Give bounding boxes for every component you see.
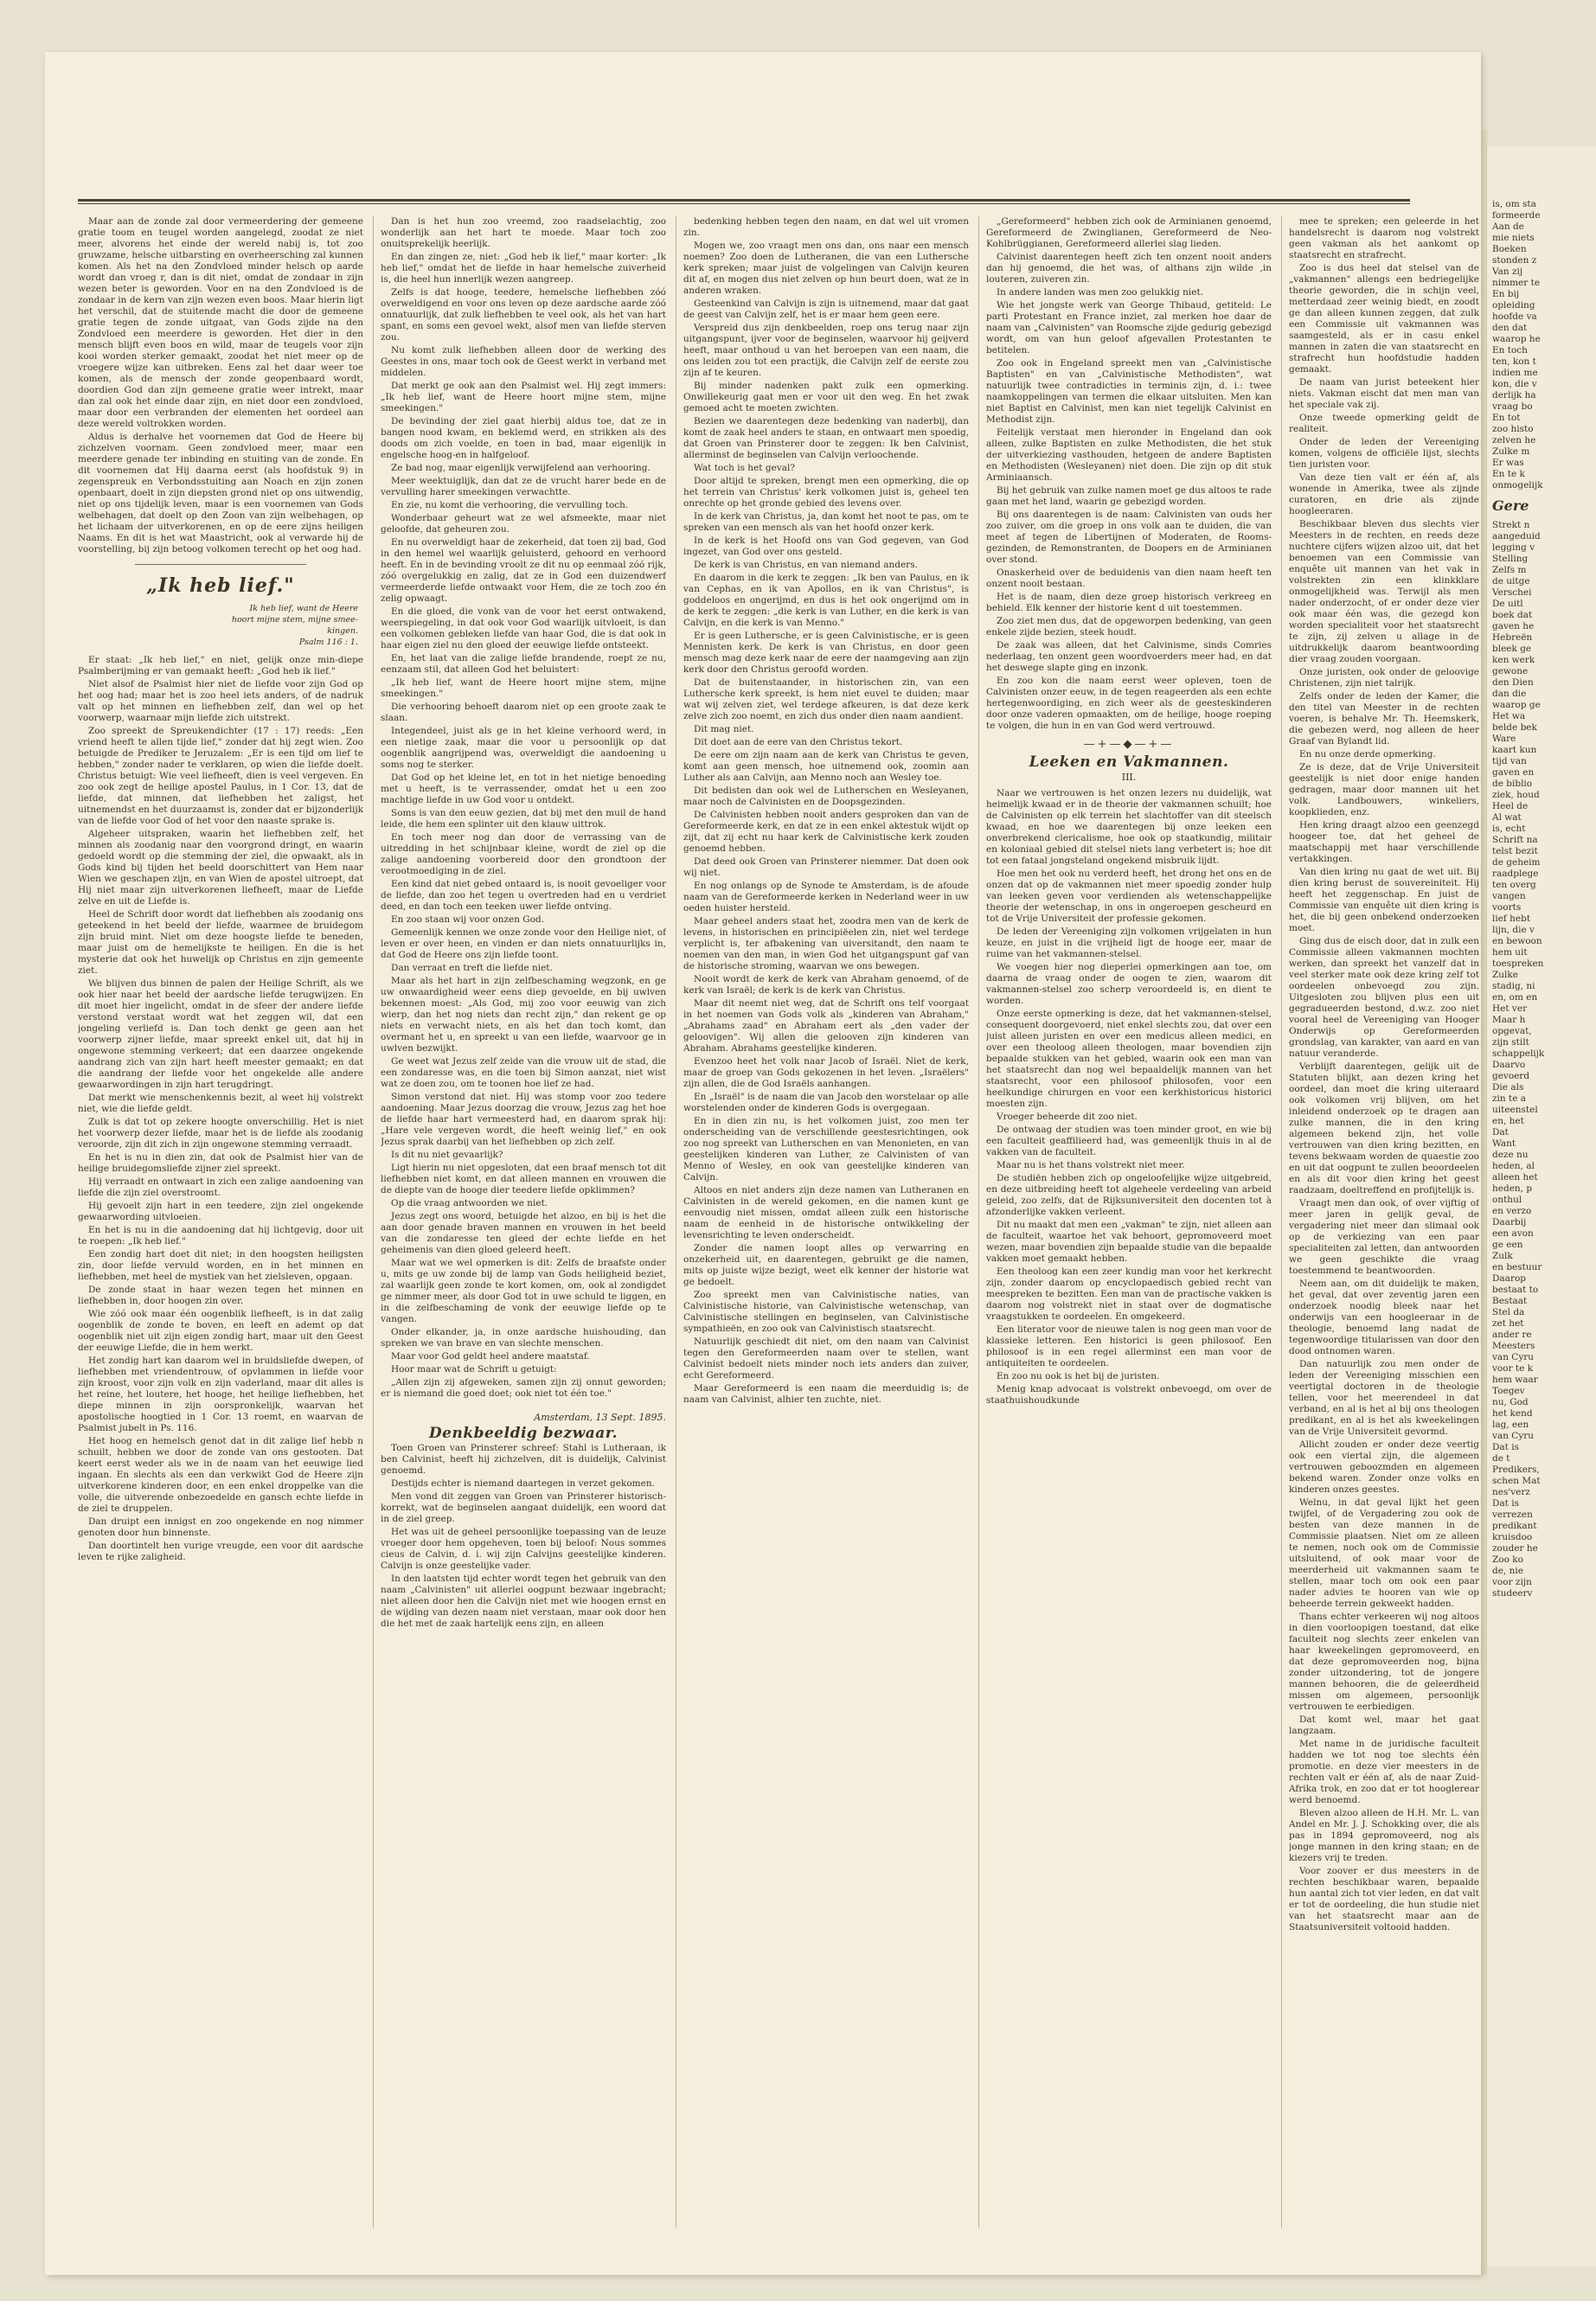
article-paragraph: Neem aan, om dit duidelijk te maken, het geval, dat over zeventig jaren een onderzoek noodig bleek naar het onderwijs van een hoogleeraar in de theologie, benoemd lang nadat de tegenwoordige titularissen van door den dood ontnomen waren. xyxy=(1289,1279,1479,1356)
adjacent-page-line: zijn stilt xyxy=(1492,1037,1529,1048)
adjacent-page-line: onmogelijk xyxy=(1492,480,1543,490)
adjacent-page-line: zin te a xyxy=(1492,1093,1527,1104)
article-paragraph: De ontwaag der studien was toen minder groot, en wie bij een faculteit geaffilieerd had, was gemeenlijk thuis in al de vakken van de faculteit. xyxy=(986,1125,1272,1157)
adjacent-page-line: studeerv xyxy=(1492,1588,1533,1599)
article-paragraph: Maar als het hart in zijn zelfbeschaming wegzonk, en ge uw onwaardigheid weer eens diep gevoelde, en bij uwlven bekennen moest: „Als God, mij zoo voor eeuwig van zich wierp, dan het nog niets dan recht zijn," dan rekent ge op niets en verwacht niets, en als het dan toch komt, dan overmant het u, en spreekt u van een liefde, waarvoor ge in uwlven bezwijkt. xyxy=(381,976,666,1054)
article-paragraph: Een zondig hart doet dit niet; in den hoogsten heiligsten zin, door liefde vervuld worden, en in het minnen en liefhebben, met heel de mystiek van het zielsleven, opgaan. xyxy=(78,1249,363,1282)
adjacent-page-line: voor zijn xyxy=(1492,1577,1532,1587)
article-paragraph: Menig knap advocaat is volstrekt onbevoegd, om over de staathuishoudkunde xyxy=(986,1384,1272,1406)
adjacent-page-line: zelven he xyxy=(1492,435,1536,445)
adjacent-page-line: nu, God xyxy=(1492,1397,1529,1407)
article-paragraph: „Gereformeerd" hebben zich ook de Arminianen genoemd, Gereformeerd de Zwinglianen, Gereformeerd de Neo-Kohlbrüggianen, Gereformeerd allerlei slag lieden. xyxy=(986,216,1272,249)
article-paragraph: Wat toch is het geval? xyxy=(694,463,795,473)
article-paragraph: Hij verraadt en ontwaart in zich een zalige aandoening van liefde die zijn ziel overstroomt. xyxy=(78,1176,363,1198)
article-paragraph: De naam van jurist beteekent hier niets. Vakman eischt dat men man van het speciale vak zij. xyxy=(1289,377,1479,410)
adjacent-page-line: Daarvo xyxy=(1492,1060,1526,1070)
article-paragraph: Dat merkt ge ook aan den Psalmist wel. Hij zegt immers: „Ik heb lief, want de Heere hoort mijne stem, mijne smeekingen." xyxy=(381,381,666,413)
article-paragraph: Hen kring draagt alzoo een geenzegd hoogeer toe, dat het geheel de maatschappij met haar verschillende vertakkingen. xyxy=(1289,820,1479,864)
article-paragraph: Het hoog en hemelsch genot dat in dit zalige lief hebb n schuilt, hebben we door de zonde van ons gestooten. Dat keert eerst weder als we in de naam van het eeuwige lied ingaan. En slechts als een dan verkwikt God de Heere zijn uitverkorene kinderen door, en een enkel droppelke van die volle, die uitverende onbezoedelde en gansch echte liefde in de ziel te druppelen. xyxy=(78,1436,363,1514)
article-paragraph: Onze juristen, ook onder de geloovige Christenen, zijn niet talrijk. xyxy=(1289,667,1479,689)
adjacent-page-line: lief hebt xyxy=(1492,913,1531,924)
article-paragraph: Soms is van den eeuw gezien, dat bij met den muil de hand leide, die hem een splinter uit den klauw uittrok. xyxy=(381,808,666,830)
article-paragraph: Maar geheel anders staat het, zoodra men van de kerk de levens, in historischen en principiëelen zin, niet wel terdege verplicht is, ter afbakening van uiversitandt, den naam te noemen van den man, in wien God het uitgangspunt gaf van de historische stroming, waarvan we ons bewegen. xyxy=(683,916,969,971)
article-paragraph: Vraagt men dan ook, of over vijftig of meer jaren in gelijk geval, de vergadering niet meer dan slimaal ook op de verkiezing van een paar specialiteiten zal letten, dan antwoorden we geen geschikte die vraag toestemmend te beantwoorden. xyxy=(1289,1198,1479,1276)
adjacent-page-line: stonden z xyxy=(1492,255,1537,266)
article-paragraph: Nu komt zulk liefhebben alleen door de werking des Geestes in ons, maar toch ook de Geest werkt in verband met middelen. xyxy=(381,345,666,378)
motto-line: Ik heb lief, want de Heere xyxy=(249,604,358,613)
adjacent-page-line: Stelling xyxy=(1492,554,1529,564)
adjacent-page-line: Daarbij xyxy=(1492,1217,1527,1227)
adjacent-page-line: de geheim xyxy=(1492,857,1541,868)
article-paragraph: Bij het gebruik van zulke namen moet ge dus altoos te rade gaan met het land, waarin ge gebezigd worden. xyxy=(986,485,1272,507)
adjacent-page-line: Boeken xyxy=(1492,244,1527,254)
article-paragraph: Dat deed ook Groen van Prinsterer niemmer. Dat doen ook wij niet. xyxy=(683,856,969,878)
article-paragraph: Mogen we, zoo vraagt men ons dan, ons naar een mensch noemen? Zoo doen de Lutheranen, die van een Luthersche kerk spreken; maar juist de volgelingen van Calvijn keuren dit af, en mogen dus niet zelven op hun beurt doen, wat ze in anderen wraken. xyxy=(683,240,969,296)
article-paragraph: Maar dit neemt niet weg, dat de Schrift ons telf voorgaat in het noemen van Gods volk als „kinderen van Abraham," „Abrahams zaad" en Abraham eert als „den vader der geloovigen". Wij allen die gelooven zijn kinderen van Abraham. Abrahams geestelijke kinderen. xyxy=(683,998,969,1054)
adjacent-page-line: deze nu xyxy=(1492,1150,1529,1160)
adjacent-page-line: Toegev xyxy=(1492,1386,1525,1396)
adjacent-page-line: gaven en xyxy=(1492,767,1535,778)
adjacent-page-line: uiteenstel xyxy=(1492,1105,1538,1115)
adjacent-page-line: en bestuur xyxy=(1492,1262,1542,1272)
adjacent-page-text xyxy=(1492,199,1587,1599)
adjacent-page-line: onthul xyxy=(1492,1195,1522,1205)
article-paragraph: Hoor maar wat de Schrift u getuigt: xyxy=(391,1364,557,1375)
article-paragraph: Wonderbaar geheurt wat ze wel afsmeekte, maar niet geloofde, dat geheuren zou. xyxy=(381,513,666,535)
article-paragraph: Dit doet aan de eere van den Christus tekort. xyxy=(694,737,903,747)
adjacent-page-line: alleen het xyxy=(1492,1172,1538,1183)
adjacent-page-line: vraag bo xyxy=(1492,401,1533,412)
article-paragraph: Een theoloog kan een zeer kundig man voor het kerkrecht zijn, zonder daarom op encyclopaedisch gebied recht van meespreken te bezitten. Een man van de practische vakken is daarom nog volstrekt niet in staat over de dogmatische vraagstukken te oordeelen. En omgekeerd. xyxy=(986,1266,1272,1322)
article-paragraph: Een literator voor de nieuwe talen is nog geen man voor de klassieke letteren. Een historici is geen philosoof. Een philosoof is in een regel allerminst een man voor de antiquiteiten te oordeelen. xyxy=(986,1324,1272,1368)
adjacent-page-line: voorts xyxy=(1492,902,1522,913)
article-paragraph: Bij ons daarentegen is de naam: Calvinisten van ouds her zoo zuiver, om die groep in ons volk aan te duiden, die van meet af tegen de Libertijnen of Moderaten, de Rooms-gezinden, de Remonstranten, de Doopers en de Arminianen over stond. xyxy=(986,510,1272,565)
article-title: Denkbeeldig bezwaar. xyxy=(428,1425,619,1442)
adjacent-page-line: Hebreën xyxy=(1492,632,1533,643)
adjacent-page-fragment xyxy=(1486,147,1596,2266)
article-paragraph: Dat komt wel, maar het gaat langzaam. xyxy=(1289,1715,1479,1736)
adjacent-page-line: Stel da xyxy=(1492,1307,1525,1317)
article-paragraph: Niet alsof de Psalmist hier niet de liefde voor zijn God op het oog had; maar het is zoo heel iets anders, of de nadruk valt op het minnen en liefhebben zelf, dan wel op het voorwerp, waarnaar mijn liefde zich uitstrekt. xyxy=(78,679,363,723)
article-paragraph: Natuurlijk geschiedt dit niet, om den naam van Calvinist tegen den Gereformeerden naam over te stellen, want Calvinist bedoelt niets minder noch iets anders dan zuiver, echt Gereformeerd. xyxy=(683,1336,969,1381)
adjacent-page-line: Zoo ko xyxy=(1492,1554,1523,1565)
article-paragraph: Ze bad nog, maar eigenlijk verwijfelend aan verhooring. xyxy=(391,463,651,473)
adjacent-page-line: hem uit xyxy=(1492,947,1528,958)
article-paragraph: Dat God op het kleine let, en tot in het nietige benoeding met u heeft, is te verrassender, omdat het u een zoo machtige liefde in uw God voor u ontdekt. xyxy=(381,772,666,805)
column-separator xyxy=(1281,216,1282,2227)
adjacent-page-line: hem waar xyxy=(1492,1375,1538,1385)
adjacent-page-line: gewone xyxy=(1492,666,1529,676)
adjacent-page-line: En te k xyxy=(1492,469,1525,479)
article-paragraph: Zoo is dus heel dat stelsel van de „vakmannen" allengs een bedriegelijke theorie geworden, die in schijn veel, metterdaad zeer weinig biedt, en zoodt ge dan alleen kunnen zeggen, dat zulk een Commissie uit vakmannen was saamgesteld, als er in casu enkel mannen in zaten die van staatsrecht en strafrecht hun hoofdstudie hadden gemaakt. xyxy=(1289,263,1479,375)
article-paragraph: Van dien kring nu gaat de wet uit. Bij dien kring berust de souvereiniteit. Hij heeft het zeggenschap. En juist de Commissie van enquête uit dien kring is het, die bij geen onbekend onderzoeken moet. xyxy=(1289,867,1479,933)
article-paragraph: En zie, nu komt die verhooring, die vervulling toch. xyxy=(391,500,629,510)
article-paragraph: Algeheer uitspraken, waarin het liefhebben zelf, het minnen als zoodanig naar den voorgrond dringt, en waarin gedoeld wordt op die stemming der ziel, die opwaakt, als in Gods kind bij tijden het beeld doorschittert van Hem naar Wien we geschapen zijn, en van Wien de apostel uitroept, dat Hij niet maar zijn uitverkorenen liefheeft, maar de Liefde zelve en uit de Liefde is. xyxy=(78,829,363,907)
article-paragraph: Onder elkander, ja, in onze aardsche huishouding, dan spreken we van brave en van slechte menschen. xyxy=(381,1327,666,1349)
article-paragraph: „Allen zijn zij afgeweken, samen zijn zij onnut geworden; er is niemand die goed doet; ook niet tot één toe." xyxy=(381,1377,666,1399)
article-paragraph: „Ik heb lief, want de Heere hoort mijne stem, mijne smeekingen." xyxy=(381,677,666,699)
adjacent-page-line: den Dien xyxy=(1492,677,1534,688)
column-separator xyxy=(373,216,374,2227)
article-paragraph: En zoo kon die naam eerst weer opleven, toen de Calvinisten onzer eeuw, in de tegen reageerden als een echte hertegenwoordiging, en zich weer als de geesteskinderen door onze vaderen opmaakten, om de heilige, hooge roeping te volgen, die hun in en van God werd vertrouwd. xyxy=(986,676,1272,731)
adjacent-page-line: Dat xyxy=(1492,1127,1509,1138)
article-paragraph: Bleven alzoo alleen de H.H. Mr. L. van Andel en Mr. J. J. Schokking over, die als pas in 1894 gepromoveerd, nog als jonge mannen in den kring staan; en de kiezers vrij te treden. xyxy=(1289,1808,1479,1863)
article-paragraph: Zelfs onder de leden der Kamer, die den titel van Meester in de rechten voeren, is behalve Mr. Th. Heemskerk, die gebezen werd, nog alleen de heer Graaf van Bylandt lid. xyxy=(1289,691,1479,747)
adjacent-page-line: Strekt n xyxy=(1492,520,1530,530)
article-paragraph: En toch meer nog dan door de verrassing van de uitredding in het schijnbaar kleine, wordt de ziel op die zalige aandoening voorbereid door den grondtoon der verootmoediging in de ziel. xyxy=(381,832,666,876)
adjacent-page-line: schappelijk xyxy=(1492,1048,1545,1059)
article-paragraph: De zaak was alleen, dat het Calvinisme, sinds Comries nederlaag, ten onzent geen woordvoerders meer had, en dat het deswege slapte ging en inzonk. xyxy=(986,640,1272,673)
adjacent-page-line: bestaat to xyxy=(1492,1285,1539,1295)
article-paragraph: En in dien zin nu, is het volkomen juist, zoo men ter onderscheiding van de verschillende geestesrichtingen, ook zoo nog spreekt van Lutherschen en van Menonieten, en van geestelijken kinderen van Luther, ze Calvinisten of van Menno of Wesley, en ook van geestelijke kinderen van Calvijn. xyxy=(683,1116,969,1183)
article-paragraph: bedenking hebben tegen den naam, en dat wel uit vromen zin. xyxy=(683,216,969,238)
adjacent-page-line: Want xyxy=(1492,1138,1516,1149)
article-paragraph: In andere landen was men zoo gelukkig niet. xyxy=(997,287,1204,298)
adjacent-page-line: raadplege xyxy=(1492,868,1539,879)
article-paragraph: En nu onze derde opmerking. xyxy=(1299,749,1436,760)
article-paragraph: Vroeger beheerde dit zoo niet. xyxy=(997,1112,1138,1122)
article-paragraph: Dit bedisten dan ook wel de Lutherschen en Wesleyanen, maar noch de Calvinisten en de Doopsgezinden. xyxy=(683,785,969,807)
adjacent-page-line: stadig, ni xyxy=(1492,981,1535,991)
article-paragraph: Evenzoo heet het volk naar Jacob of Israël. Niet de kerk, maar de groep van Gods gekozenen in het leven. „Israëlers" zijn allen, die de God Israëls aanhangen. xyxy=(683,1056,969,1089)
adjacent-page-line: Zulke xyxy=(1492,970,1518,980)
article-paragraph: Maar wat we wel opmerken is dit: Zelfs de braafste onder u, mits ge uw zonde bij de lamp van Gods heiligheid beziet, zal waarlijk geen zonde te kort komen, om, ook al zondigdet ge nimmer meer, als door God tot in uwe schuld te liggen, en in die zelfbeschaming de vonk der eeuwige liefde op te vangen. xyxy=(381,1258,666,1324)
article-paragraph: En daarom in die kerk te zeggen: „Ik ben van Paulus, en ik van Cephas, en ik van Apollos, en ik van Christus", is goddeloos en ongerijmd, en dus is het ook ongerijmd om in de kerk te zeggen: „die kerk is van Luther, en die kerk is van Calvijn, en die kerk is van Menno." xyxy=(683,573,969,628)
article-paragraph: Toen Groen van Prinsterer schreef: Stahl is Lutheraan, ik ben Calvinist, heeft hij zichzelven, dit is duidelijk, Calvinist genoemd. xyxy=(381,1443,666,1476)
article-paragraph: Maar aan de zonde zal door vermeerdering der gemeene gratie toom en teugel worden aangelegd, zoodat ze niet meer, alvorens het einde der wereld nabij is, tot zoo gruwzame, helsche uitbarsting en overheersching zal kunnen komen. Als het na den Zondvloed minder helsch op aarde wordt dan vroeg r, dan is dit niet, omdat de zondaar in zijn wezen beter is geworden. Voor en na den Zondvloed is de zondaar in de kern van zijn wezen even boos. Maar hierin ligt het verschil, dat de stuitende macht die door de gemeene gratie tegen de zonde uitgaat, van Gods zijde na den Zondvloed een meerdere is geworden. Het dier in den mensch blijft even boos en wild, maar de teugels voor zijn kooi worden sterker gemaakt, zoodat het niet meer op de vroegere wijze kan uitbreken. Eens zal het daar weer toe komen, als de mensch der zonde geopenbaard wordt, doordien God dan zijn gemeene gratie weer intrekt, maar dan zal ook het einde daar zijn, en niet door een zondvloed, maar door een verbranden der elementen het oordeel aan deze wereld voltrokken worden. xyxy=(78,216,363,429)
adjacent-page-line: de, nie xyxy=(1492,1566,1523,1576)
adjacent-page-line: Aan de xyxy=(1492,221,1524,232)
article-paragraph: Onze tweede opmerking geldt de realiteit. xyxy=(1289,413,1479,434)
article-paragraph: Gesteenkind van Calvijn is zijn is uitnemend, maar dat gaat de geest van Calvijn zelf, het is er maar hem geen eere. xyxy=(683,298,969,320)
article-paragraph: Beschikbaar bleven dus slechts vier Meesters in de rechten, en reeds deze nuchtere cijfers wijzen alzoo uit, dat het benoemen van een Commissie van enquête uit mannen van het vak in volstrekten zin een klinkklare onmogelijkheid was. Terwijl als men nader onderzocht, of er onder deze vier ook maar één was, die gezegd kon worden specialiteit voor het staatsrecht te zijn, zij zelven u allage in de uitdrukkelijk daarom beantwoording dier vraag zouden voorgaan. xyxy=(1289,519,1479,664)
article-paragraph: Zoo ziet men dus, dat de opgeworpen bedenking, van geen enkele zijde bezien, steek houdt. xyxy=(986,616,1272,638)
adjacent-page-line: Het wa xyxy=(1492,711,1526,721)
article-paragraph: mee te spreken; een geleerde in het handelsrecht is daarom nog volstrekt geen vakman als het aankomt op staatsrecht en strafrecht. xyxy=(1289,216,1479,260)
article-paragraph: De kerk is van Christus, en van niemand anders. xyxy=(694,560,918,570)
article-paragraph: Onze eerste opmerking is deze, dat het vakmannen-stelsel, consequent doorgevoerd, niet enkel slechts zou, dat over een juist alleen juristen en over een medicus alleen medici, en over een theoloog alleen theologen, maar bovendien zijn bepaalde stukken van het gebied, waarin ook een man van het staatsrecht dan nog wel bepaaldelijk mannen van het staatsrecht, voor een philosoof philosofen, voor een heelkundige chirurgen en voor een kerkhistoricus historici moesten zijn. xyxy=(986,1009,1272,1109)
adjacent-page-line: het kend xyxy=(1492,1408,1533,1419)
adjacent-page-line: opgevat, xyxy=(1492,1026,1532,1036)
article-paragraph: Wie zóó ook maar één oogenblik liefheeft, is in dat zalig oogenblik de zonde te boven, en leeft en ademt op dat oogenblik niet uit zijn eigen zondig hart, maar uit den Geest der eeuwige Liefde, die in hem werkt. xyxy=(78,1309,363,1353)
article-paragraph: Zoo spreekt de Spreukendichter (17 : 17) reeds: „Een vriend heeft te allen tijde lief," zonder dat hij zegt wien. Zoo betuigde de Prediker te Jeruzalem: „Er is een tijd om lief te hebben," zonder nader te verklaren, op wien die liefde doelt. Christus betuigt: Wie veel liefheeft, dien is veel vergeven. En zoo ook zegt de heilige apostel Paulus, in 1 Cor. 13, dat de liefde, dat minnen, dat liefhebben het zaligst, het uitnemendst en het duurzaamst is, zonder dat er bijzonderlijk van de liefde voor God of het voor den naaste sprake is. xyxy=(78,726,363,826)
article-paragraph: Bezien we daarentegen deze bedenking van naderbij, dan komt de zaak heel anders te staan, en ontwaart men spoedig, dat Groen van Prinsterer door te zeggen: Ik ben Calvinist, allerminst de beginselen van Calvijn verloochende. xyxy=(683,416,969,460)
adjacent-page-line: heden, al xyxy=(1492,1161,1535,1171)
article-divider xyxy=(135,564,306,565)
adjacent-page-line: predikant xyxy=(1492,1521,1537,1531)
adjacent-page-line: Maar h xyxy=(1492,1015,1526,1025)
adjacent-page-line: zouder he xyxy=(1492,1543,1538,1554)
adjacent-page-line: Predikers, xyxy=(1492,1465,1540,1475)
adjacent-page-line: waarop ge xyxy=(1492,700,1541,710)
adjacent-page-line: Van zij xyxy=(1492,266,1523,277)
article-paragraph: Die verhooring behoeft daarom niet op een groote zaak te slaan. xyxy=(381,702,666,723)
column-2 xyxy=(381,216,666,2227)
article-paragraph: Zonder die namen loopt alles op verwarring en onzekerheid uit, en daarentegen, gebruikt ge die namen, mits op juiste wijze bezigt, weet elk kenner der historie wat ge bedoelt. xyxy=(683,1243,969,1287)
adjacent-page-line: En tot xyxy=(1492,413,1521,423)
adjacent-page-line: den dat xyxy=(1492,323,1528,333)
article-paragraph: We voegen hier nog dieperlei opmerkingen aan toe, om daarna de vraag onder de oogen te zien, waarom dit vakmannen-stelsel zoo scherp veroordeeld is, en dient te worden. xyxy=(986,962,1272,1006)
article-paragraph: Nooit wordt de kerk de kerk van Abraham genoemd, of de kerk van Israël; de kerk is de kerk van Christus. xyxy=(683,974,969,996)
article-paragraph: Zoo ook in Engeland spreekt men van „Calvinistische Baptisten" en van „Calvinistische Methodisten", wat natuurlijk twee contradicties in terminis zijn, d. i.: twee naamkoppelingen van termen die elkaar uitsluiten. Men kan niet Baptist en Calvinist, men kan niet tegelijk Calvinist en Methodist zijn. xyxy=(986,358,1272,425)
article-paragraph: Ging dus de eisch door, dat in zulk een Commissie alleen vakmannen mochten werken, dan spreekt het vanzelf dat in veel sterker mate ook deze kring zelf tot oordeelen onbevoegd zou zijn. Uitgesloten zou blijven plus een uit gegradueerden bestond, d.w.z. zoo niet vooral heel de Vereeniging van Hooger Onderwijs op Gereformeerden grondslag, van karakter, van aard en van natuur veranderde. xyxy=(1289,936,1479,1059)
adjacent-page-line: Zulk xyxy=(1492,1251,1513,1261)
scripture-motto xyxy=(78,603,358,648)
header-rule xyxy=(78,199,1410,202)
adjacent-page-line: Meesters xyxy=(1492,1341,1535,1351)
adjacent-page-line: van Cyru xyxy=(1492,1352,1535,1362)
adjacent-page-line: formeerde xyxy=(1492,210,1541,221)
article-paragraph: Onder de leden der Vereeniging komen, volgens de officiële lijst, slechts tien juristen voor. xyxy=(1289,437,1479,470)
article-paragraph: Is dit nu niet gevaarlijk? xyxy=(391,1150,503,1160)
adjacent-page-line: en bewoon xyxy=(1492,936,1542,946)
article-paragraph: Jezus zegt ons woord, betuigde het alzoo, en bij is het die aan door genade braven mannen en vrouwen in het beeld van die zondaresse ten gleed der echte liefde en het geheimenis van dien gloed geleerd heeft. xyxy=(381,1211,666,1255)
article-paragraph: Met name in de juridische faculteit hadden we tot nog toe slechts één promotie. en deze vier meesters in de rechten valt er één af, als de naar Zuid-Afrika trok, en zoo dat er tot hooglerear werd benoemd. xyxy=(1289,1739,1479,1805)
adjacent-page-line: vangen xyxy=(1492,891,1526,901)
adjacent-page-line: ken werk xyxy=(1492,655,1535,665)
adjacent-page-line: de biblio xyxy=(1492,779,1533,789)
article-paragraph: Thans echter verkeeren wij nog altoos in dien voorloopigen toestand, dat elke faculteit nog slechts zeer enkelen van haar kweekelingen gepromoveerd, en dat deze gepromoveerden nog, bijna zonder uitzondering, tot de jongere mannen behooren, die de geleerdheid missen om algemeen, persoonlijk vertrouwen te eerbiedigen. xyxy=(1289,1612,1479,1712)
article-paragraph: De leden der Vereeniging zijn volkomen vrijgelaten in hun keuze, en juist in die vrijheid ligt de hooge eer, maar de ruime van het vakmannen-stelsel. xyxy=(986,926,1272,959)
article-paragraph: De Calvinisten hebben nooit anders gesproken dan van de Gereformeerde kerk, en dat ze in een enkel aktestuk wijdt op zijt, dat zij echt nu haar kerk de Calvinistische kerk zouden genoemd hebben. xyxy=(683,810,969,854)
adjacent-page-line: heden, p xyxy=(1492,1183,1533,1194)
article-paragraph: Dan doortintelt hen vurige vreugde, een voor dit aardsche leven te rijke zaligheid. xyxy=(78,1541,363,1562)
adjacent-page-line: voor te k xyxy=(1492,1363,1534,1374)
adjacent-page-line: ten overg xyxy=(1492,880,1536,890)
article-paragraph: Integendeel, juist als ge in het kleine verhoord werd, in een nietige zaak, maar die voor u persoonlijk op dat oogenblik aangrijpend was, overweldigt die aandoening u soms nog te sterker. xyxy=(381,726,666,770)
column-1 xyxy=(78,216,363,2227)
column-separator xyxy=(978,216,979,2227)
article-paragraph: Allicht zouden er onder deze veertig ook een viertal zijn, die algemeen vertrouwen geboozmden en algemeen bekend waren. Zonder onze volks en kinderen onzes geestes. xyxy=(1289,1439,1479,1495)
adjacent-page-line: en, om en xyxy=(1492,992,1538,1003)
article-paragraph: Voor zoover er dus meesters in de rechten beschikbaar waren, bepaalde hun aantal zich tot vier leden, en dat valt er tot de oordeeling, die hun studie niet van het staatsrecht maar aan de Staatsuniversiteit voltooid hadden. xyxy=(1289,1866,1479,1932)
article-paragraph: Zulk is dat tot op zekere hoogte onverschillig. Het is niet het voorwerp dezer liefde, maar het is de liefde als zoodanig veroorde, zijn dit zich in zijn ongewone stemming verraadt. xyxy=(78,1117,363,1150)
article-paragraph: Welnu, in dat geval lijkt het geen twijfel, of de Vergadering zou ook de besten van deze mannen in de Commissie plaatsen. Niet om ze alleen te nemen, noch ook om de Commissie uitsluitend, of ook maar voor de meerderheid uit vakmannen saam te stellen, maar toch om ook een paar nader advies te hooren van wie op beheerde terrein gekweekt hadden. xyxy=(1289,1497,1479,1609)
article-paragraph: Dan is het hun zoo vreemd, zoo raadselachtig, zoo wonderlijk aan het hart te moede. Maar toch zoo onuitsprekelijk heerlijk. xyxy=(381,216,666,249)
article-dateline: Amsterdam, 13 Sept. 1895. xyxy=(534,1412,666,1423)
adjacent-page-line: mie niets xyxy=(1492,233,1535,243)
adjacent-page-line: gevoerd xyxy=(1492,1071,1530,1081)
article-paragraph: In de kerk is het Hoofd ons van God gegeven, van God ingezet, van God over ons gesteld. xyxy=(683,535,969,557)
adjacent-page-line: Zulke m xyxy=(1492,446,1530,457)
article-paragraph: Ze is deze, dat de Vrije Universiteit geestelijk is niet door enige handen gedragen, maar door mannen uit het volk. Landbouwers, winkeliers, koopklieden, enz. xyxy=(1289,762,1479,817)
article-paragraph: Ligt hierin nu niet opgesloten, dat een braaf mensch tot dit liefhebben niet komt, en dat alleen mannen en vrouwen die de diepte van de hooge dier teedere liefde opklimmen? xyxy=(381,1163,666,1195)
article-paragraph: Bij minder nadenken pakt zulk een opmerking. Onwillekeurig gaat men er voor uit den weg. En het zwak gemoed acht te moeten zwichten. xyxy=(683,381,969,413)
adjacent-page-line: opleiding xyxy=(1492,300,1535,311)
adjacent-page-line: gaven he xyxy=(1492,621,1535,631)
article-paragraph: En nu overweldigt haar de zekerheid, dat toen zij bad, God in den hemel wel waarlijk geluisterd, gehoord en verhoord heeft. En in de bevinding vroolt ze dit nu op eenmaal zóó rijk, zóó overgelukkig en zalig, dat ze in God een duizendwerf vermeerderde liefde ontwaakt voor Hem, die ze toch zoo én zelig opwaagt. xyxy=(381,537,666,604)
article-paragraph: Feitelijk verstaat men hieronder in Engeland dan ook alleen, zulke Baptisten en zulke Methodisten, die het stuk der uitverkiezing vasthouden, hetgeen de andere Baptisten en Methodisten (Wesleyanen) niet doen. Die zijn op dit stuk Arminiaansch. xyxy=(986,427,1272,483)
article-paragraph: Calvinist daarentegen heeft zich ten onzent nooit anders dan hij genoemd, die het was, of althans zijn wilde ,in louteren, zuiveren zin. xyxy=(986,252,1272,285)
adjacent-page-line: Dat is xyxy=(1492,1442,1519,1452)
article-paragraph: Naar we vertrouwen is het onzen lezers nu duidelijk, wat heimelijk kwaad er in de theorie der vakmannen schuilt; hoe de Calvinisten op elk terrein het slachtoffer van dit steelsch kwaad, en hoe we daarentegen bij onze leeken een onverbrekend clericalisme, hoe ook op staatkundig, militair en koloniaal gebied dit stelsel niets lang verbetert is; hoe dit tot een fataal jongsteland ongekend misbruik lijdt. xyxy=(986,788,1272,866)
adjacent-page-line: de t xyxy=(1492,1453,1510,1464)
adjacent-page-line: en, het xyxy=(1492,1116,1524,1126)
article-paragraph: Dat merkt wie menschenkennis bezit, al weet hij volstrekt niet, wie die liefde geldt. xyxy=(78,1093,363,1114)
article-paragraph: Wie het jongste werk van George Thibaud, getiteld: Le parti Protestant en France inziet, zal merken hoe daar de naam van „Calvinisten" van Roomsche zijde gedurig gebezigd wordt, om van hun geloof afgevallen Protestanten te betitelen. xyxy=(986,300,1272,356)
article-paragraph: Het was uit de geheel persoonlijke toepassing van de leuze vroeger door hem opgeheven, toen bij beloof: Nous sommes cieus de Calvin, d. i. wij zijn Calvijns geestelijke kinderen. Calvijn is onze geestelijke vader. xyxy=(381,1527,666,1571)
article-paragraph: En, het laat van die zalige liefde brandende, roept ze nu, eenzaam stil, dat alleen God het beluistert: xyxy=(381,653,666,675)
adjacent-page-line: Verschei xyxy=(1492,587,1532,598)
article-paragraph: Verblijft daarentegen, gelijk uit de Statuten blijkt, aan dezen kring het oordeel, dan moet die kring uiteraard ook volkomen vrij blijven, om het inleidend onderzoek op te dragen aan zulke mannen, die in den kring algemeen bekend zijn, het volle vertrouwen van dien kring bezitten, en tevens bekwaam worden de quaestie zoo en uit dat oogpunt te zullen beoordeelen en als dit voor dien kring het geest raadzaam, doeltreffend en profijtelijk is. xyxy=(1289,1061,1479,1195)
article-paragraph: Dit mag niet. xyxy=(694,724,754,734)
adjacent-page-line: De uitl xyxy=(1492,599,1523,609)
adjacent-page-line: Daarop xyxy=(1492,1273,1527,1284)
article-paragraph: Ge weet wat Jezus zelf zeide van die vrouw uit de stad, die een zondaresse was, en die toen bij Simon aanzat, niet wist wat ze doen zou, om te toonen hoe lief ze had. xyxy=(381,1056,666,1089)
adjacent-page-line: belde bek xyxy=(1492,722,1537,733)
adjacent-page-line: Zelfs m xyxy=(1492,565,1527,575)
article-part-number: III. xyxy=(1121,772,1137,783)
header-rule-thin xyxy=(78,203,1410,204)
article-paragraph: En het is nu in dien zin, dat ook de Psalmist hier van de heilige bruidegomsliefde zijner ziel spreekt. xyxy=(78,1152,363,1174)
adjacent-page-line: nes'verz xyxy=(1492,1487,1530,1497)
article-paragraph: Onaskerheid over de beduidenis van dien naam heeft ten onzent nooit bestaan. xyxy=(986,567,1272,589)
ornament-divider: —+—◆—+— xyxy=(1083,738,1175,751)
adjacent-page-line: legging v xyxy=(1492,542,1535,553)
article-paragraph: Zoo spreekt men van Calvinistische naties, van Calvinistische historie, van Calvinistische wetenschap, van Calvinistische stellingen en beginselen, van Calvinistische sympathieën, en zoo ook van Calvinistisch staatsrecht. xyxy=(683,1290,969,1334)
article-paragraph: Het is de naam, dien deze groep historisch verkreeg en behield. Elk kenner der historie kent d uit toestemmen. xyxy=(986,592,1272,613)
adjacent-page-line: ge een xyxy=(1492,1240,1523,1250)
article-paragraph: Hij gevoelt zijn hart in een teedere, zijn ziel ongekende gewaarwording uitvloeien. xyxy=(78,1201,363,1222)
column-5 xyxy=(1289,216,1479,2227)
article-paragraph: Simon verstond dat niet. Hij was stomp voor zoo tedere aandoening. Maar Jezus doorzag die vrouw, Jezus zag het hoe de liefde haar hart vermeesterd had, en daarom sprak hij: „Hare vele vergeven wordt, die heeft weinig lief," en ook Jezus sprak daarbij van het liefhebben op zich zelf. xyxy=(381,1092,666,1147)
motto-line: hoort mijne stem, mijne smee- xyxy=(231,615,358,625)
article-paragraph: En „Israël" is de naam die van Jacob den worstelaar op alle worstelenden onder de kinderen Gods is overgegaan. xyxy=(683,1092,969,1113)
adjacent-page-line: Dat is xyxy=(1492,1498,1519,1509)
article-paragraph: Maar Gereformeerd is een naam die meerduidig is; de naam van Calvinist, alhier ten zuchte, niet. xyxy=(683,1383,969,1405)
adjacent-page-line: Al wat xyxy=(1492,812,1522,823)
adjacent-page-line: Heel de xyxy=(1492,801,1529,811)
article-paragraph: En zoo nu ook is het bij de juristen. xyxy=(997,1371,1160,1381)
adjacent-page-line: lijn, die v xyxy=(1492,925,1535,935)
adjacent-page-line: kon, die v xyxy=(1492,379,1537,389)
adjacent-page-heading: Gere xyxy=(1492,497,1529,514)
adjacent-page-line: ander re xyxy=(1492,1330,1532,1340)
article-paragraph: Hoe men het ook nu verderd heeft, het drong het ons en de onzen dat op de vakmannen niet meer spoedig zonder hulp van leeken geven voor verdienden als wetenschappelijke theorie der wetenschap, in ons in ongeroepen gescheurd en tot de Vrije Universiteit der professie gekomen. xyxy=(986,868,1272,924)
article-paragraph: Er is geen Luthersche, er is geen Calvinistische, er is geen Mennisten kerk. De kerk is van Christus, en door geen mensch mag deze kerk naar de eere der naamgeving aan zijn kerk door den Christus geroofd worden. xyxy=(683,631,969,675)
adjacent-page-line: is, om sta xyxy=(1492,199,1536,209)
adjacent-page-line: indien me xyxy=(1492,368,1538,378)
article-paragraph: De bevinding der ziel gaat hierbij aldus toe, dat ze in bangen nood kwam, en beklemd werd, en strikken als des doods om zich voelde, en toen in bad, maar eigenlijk in engelsche hoog-en in halfgeloof. xyxy=(381,416,666,460)
adjacent-page-line: nimmer te xyxy=(1492,278,1541,288)
article-paragraph: Aldus is derhalve het voornemen dat God de Heere bij zichzelven voornam. Geen zondvloed meer, maar een meerdere genade ter inbinding en stuiting van de zonde. En dit voornemen dat Hij daarna eerst (als hoofdstuk 9) in zegenspreuk en Verbondsstuiting aan Noach en zijn zonen openbaart, doelt in zijn diepsten grond niet op ons uitwendig, niet op ons tijdelijk leven, maar is een voornemen van Gods welbehagen, dat doelt op den Zoon van zijn welbehagen, op het lichaam der uitverkorenen, en op de eere zijns heiligen Naams. En dit is het wat Maastricht, ook al verwarde hij de voorstelling, bij zijn betoog volkomen terecht op het oog had. xyxy=(78,432,363,554)
adjacent-page-line: schen Mat xyxy=(1492,1476,1541,1486)
adjacent-page-line: zoo histo xyxy=(1492,424,1534,434)
adjacent-page-line: de uitge xyxy=(1492,576,1530,586)
adjacent-page-line: toespreken xyxy=(1492,958,1544,969)
adjacent-page-line: En bij xyxy=(1492,289,1520,299)
article-paragraph: Op die vraag antwoorden we niet. xyxy=(391,1198,548,1208)
article-paragraph: Een kind dat niet gebed ontaard is, is nooit gevoeliger voor de liefde, dan zoo het tegen u overtreden had en u verdriet deed, en dan toch een teeken uwer liefde ontving. xyxy=(381,879,666,912)
article-title: Leeken en Vakmannen. xyxy=(1029,753,1229,771)
article-paragraph: Dan natuurlijk zou men onder de leden der Vereeniging misschien een veertigtal doctoren in de theologie tellen, voor het meerendeel in dat verband, en al is het al bij ons theologen predikant, en al is het als kweekelingen van de Vrije Universiteit gevormd. xyxy=(1289,1359,1479,1437)
adjacent-page-line: En toch xyxy=(1492,345,1528,356)
article-paragraph: Heel de Schrift door wordt dat liefhebben als zoodanig ons geteekend in het beeld der liefde, waarmee de bruidegom zijn bruid mint. Niet om deze hoogste liefde te beneden, maar juist om de hemelijkste te heiligen. En die is het mysterie dat ook het huwelijk op Christus en zijn gemeente ziet. xyxy=(78,909,363,976)
motto-reference: Psalm 116 : 1. xyxy=(298,638,358,647)
article-paragraph: Dan druipt een innigst en zoo ongekende en nog nimmer genoten door hun binnenste. xyxy=(78,1516,363,1538)
adjacent-page-line: Ware xyxy=(1492,734,1516,744)
adjacent-page-line: kruisdoo xyxy=(1492,1532,1533,1542)
adjacent-page-line: Die als xyxy=(1492,1082,1524,1093)
adjacent-page-line: kaart kun xyxy=(1492,745,1537,755)
article-paragraph: Destijds echter is niemand daartegen in verzet gekomen. xyxy=(391,1478,655,1489)
motto-line: kingen. xyxy=(327,626,358,636)
article-paragraph: In den laatsten tijd echter wordt tegen het gebruik van den naam „Calvinisten" uit allerlei oogpunt bezwaar ingebracht; niet alleen door hen die Calvijn niet met wie hoogen ernst en de wijding van dezen naam niet verstaan, maar ook door hen die het met de zaak hartelijk eens zijn, en alleen xyxy=(381,1574,666,1629)
adjacent-page-line: Bestaat xyxy=(1492,1296,1528,1306)
article-paragraph: Zelfs is dat hooge, teedere, hemelsche liefhebben zóó overweldigend en voor ons leven op deze aardsche aarde zóó onnatuurlijk, dat zulk liefhebben te veel ook, als het van hart spant, en soms een gevoel wekt, alsof men van liefde sterven zou. xyxy=(381,287,666,343)
column-4 xyxy=(986,216,1272,2227)
article-paragraph: En nog onlangs op de Synode te Amsterdam, is de afoude naam van de Gereformeerde kerken in Nederland weer in uw oeden huister hersteld. xyxy=(683,881,969,913)
article-paragraph: De zonde staat in haar wezen tegen het minnen en liefhebben in, door hoogen zin over. xyxy=(78,1285,363,1306)
adjacent-page-line: ten, kon t xyxy=(1492,356,1536,367)
adjacent-page-line: aangeduid xyxy=(1492,531,1541,542)
adjacent-page-line: dan die xyxy=(1492,689,1527,699)
adjacent-page-line: derlijk ha xyxy=(1492,390,1536,401)
article-paragraph: Gemeenlijk kennen we onze zonde voor den Heilige niet, of leven er over heen, en vinden er dan niets onnatuurlijks in, dat God de Heere ons zijn liefde toont. xyxy=(381,927,666,960)
article-paragraph: Door altijd te spreken, brengt men een opmerking, die op het terrein van Christus' kerk volkomen juist is, geheel ten onrechte op het gronde gebied des levens over. xyxy=(683,476,969,509)
article-paragraph: Verspreid dus zijn denkbeelden, roep ons terug naar zijn uitgangspunt, ijver voor de beginselen, waarvoor hij geijverd heeft, maar onthoud u van het beroepen van een naam, die ons leiden zou tot een practijk, die Calvijn zelf de eerste zou zijn af te keuren. xyxy=(683,323,969,378)
article-paragraph: Dan verraat en treft die liefde niet. xyxy=(391,963,553,973)
adjacent-page-line: telst bezit xyxy=(1492,846,1538,856)
adjacent-page-line: waarop he xyxy=(1492,334,1541,344)
adjacent-page-line: is, echt xyxy=(1492,824,1526,834)
article-paragraph: Men vond dit zeggen van Groen van Prinsterer historisch-korrekt, wat de beginselen aangaat duidelijk, een woord dat in de ziel greep. xyxy=(381,1491,666,1524)
article-paragraph: Het zondig hart kan daarom wel in bruidsliefde dwepen, of liefhebben met vriendentrouw, of opvlammen in liefde voor zijn kroost, voor zijn volk en zijn vaderland, maar dit alles is het reine, het loutere, het hooge, het heilige liefhebben, het diepe minnen in zijn oorspronkelijk, waarvan het apostolische hoogtied in 1 Cor. 13 roemt, en waarvan de Psalmist jubelt in Ps. 116. xyxy=(78,1356,363,1433)
article-paragraph: En zoo staan wij voor onzen God. xyxy=(391,914,545,925)
article-paragraph: Meer weektuiglijk, dan dat ze de vrucht harer bede en de vervulling harer smeekingen verwachtte. xyxy=(381,476,666,497)
meditation-heading: „Ik heb lief." xyxy=(146,574,295,597)
article-paragraph: Dat de buitenstaander, in historischen zin, van een Luthersche kerk spreekt, is hem niet euvel te duiden; maar wat wij zelven ziet, wel terdege afkeuren, is dat deze kerk zelve zich zoo noemt, en zich dus onder dien naam aandient. xyxy=(683,677,969,721)
article-paragraph: Dit nu maakt dat men een „vakman" te zijn, niet alleen aan de faculteit, waartoe het vak behoort, gepromoveerd moet wezen, maar bovendien zijn bepaalde studie van die bepaalde vakken moet gemaakt hebben. xyxy=(986,1220,1272,1264)
adjacent-page-line: en verzo xyxy=(1492,1206,1532,1216)
adjacent-page-line: boek dat xyxy=(1492,610,1533,620)
adjacent-page-line: tijd van xyxy=(1492,756,1527,766)
adjacent-page-line: verrezen xyxy=(1492,1509,1533,1520)
adjacent-page-line: van Cyru xyxy=(1492,1431,1535,1441)
adjacent-page-line: lag, een xyxy=(1492,1420,1529,1430)
article-paragraph: Altoos en niet anders zijn deze namen van Lutheranen en Calvinisten in de wereld gekomen, en die namen kunt ge eenvoudig niet missen, omdat alleen zulk een historische naam de eenheid in de historische ontwikkeling der levensrichting te leven onderscheidt. xyxy=(683,1185,969,1240)
adjacent-page-line: ziek, houd xyxy=(1492,790,1540,800)
article-paragraph: Van deze tien valt er één af, als wonende in Amerika, twee als zijnde curatoren, en drie als zijnde hoogleeraren. xyxy=(1289,472,1479,516)
adjacent-page-line: Het ver xyxy=(1492,1003,1528,1014)
article-paragraph: We blijven dus binnen de palen der Heilige Schrift, als we ook hier naar het beeld der aardsche liefde terugwijzen. En dit moet hier ingelicht, omdat in de sfeer der andere liefde verstond verstaat wordt wat het zeggen wil, dat een jongeling verliefd is. Dan toch denkt ge geen aan het voorwerp zijner liefde, maar spreekt enkel uit, dat hij in ongewone stemming verkeert; dat een daarzee ongekende aandrang zich van zijn hart heeft meester gemaakt; en dat die aandrang der liefde voor het ongekelde alle andere gewaarwordingen in zijn hart terugdringt. xyxy=(78,978,363,1090)
adjacent-page-line: bleek ge xyxy=(1492,644,1532,654)
adjacent-page-line: hoofde va xyxy=(1492,311,1537,322)
adjacent-page-line: zet het xyxy=(1492,1318,1524,1329)
article-paragraph: De studiën hebben zich op ongeloofelijke wijze uitgebreid, en deze uitbreiding heeft tot algeheele verdeeling van arbeid geleid, zoo zelfs, dat de Rijksuniversiteit den docenten tot à afzonderlijke vakken verleent. xyxy=(986,1173,1272,1217)
article-paragraph: En die gloed, die vonk van de voor het eerst ontwakend, weerspiegeling, in dat ook voor God waarlijk uitvloeit, is dan een volkomen gebleken liefde van haar God, die is dat ook in haar eigen ziel nu den gloed der eeuwige liefde ontsteekt. xyxy=(381,606,666,651)
article-paragraph: Maar voor God geldt heel andere maatstaf. xyxy=(391,1351,590,1362)
article-paragraph: Maar nu is het thans volstrekt niet meer. xyxy=(997,1160,1185,1170)
article-paragraph: En dan zingen ze, niet: „God heb ik lief," maar korter: „Ik heb lief," omdat het de liefde in haar hemelsche zuiverheid is, die heel hun innerlijk wezen aangreep. xyxy=(381,252,666,285)
adjacent-page-line: Schrift na xyxy=(1492,835,1538,845)
column-3 xyxy=(683,216,969,2227)
adjacent-page-line: een avon xyxy=(1492,1228,1534,1239)
adjacent-page-line: Er was xyxy=(1492,458,1524,468)
article-paragraph: Er staat: „Ik heb lief," en niet, gelijk onze min-diepe Psalmberijming er van gemaakt heeft: „God heb ik lief." xyxy=(78,655,363,676)
article-paragraph: De eere om zijn naam aan de kerk van Christus te geven, komt aan geen mensch, hoe uitnemend ook, zoomin aan Luther als aan Calvijn, aan Menno noch aan Wesley toe. xyxy=(683,750,969,783)
article-paragraph: In de kerk van Christus, ja, dan komt het noot te pas, om te spreken van een mensch als van het hoofd onzer kerk. xyxy=(683,511,969,533)
article-paragraph: En het is nu in die aandoening dat hij lichtgevig, door uit te roepen: „Ik heb lief." xyxy=(78,1225,363,1247)
